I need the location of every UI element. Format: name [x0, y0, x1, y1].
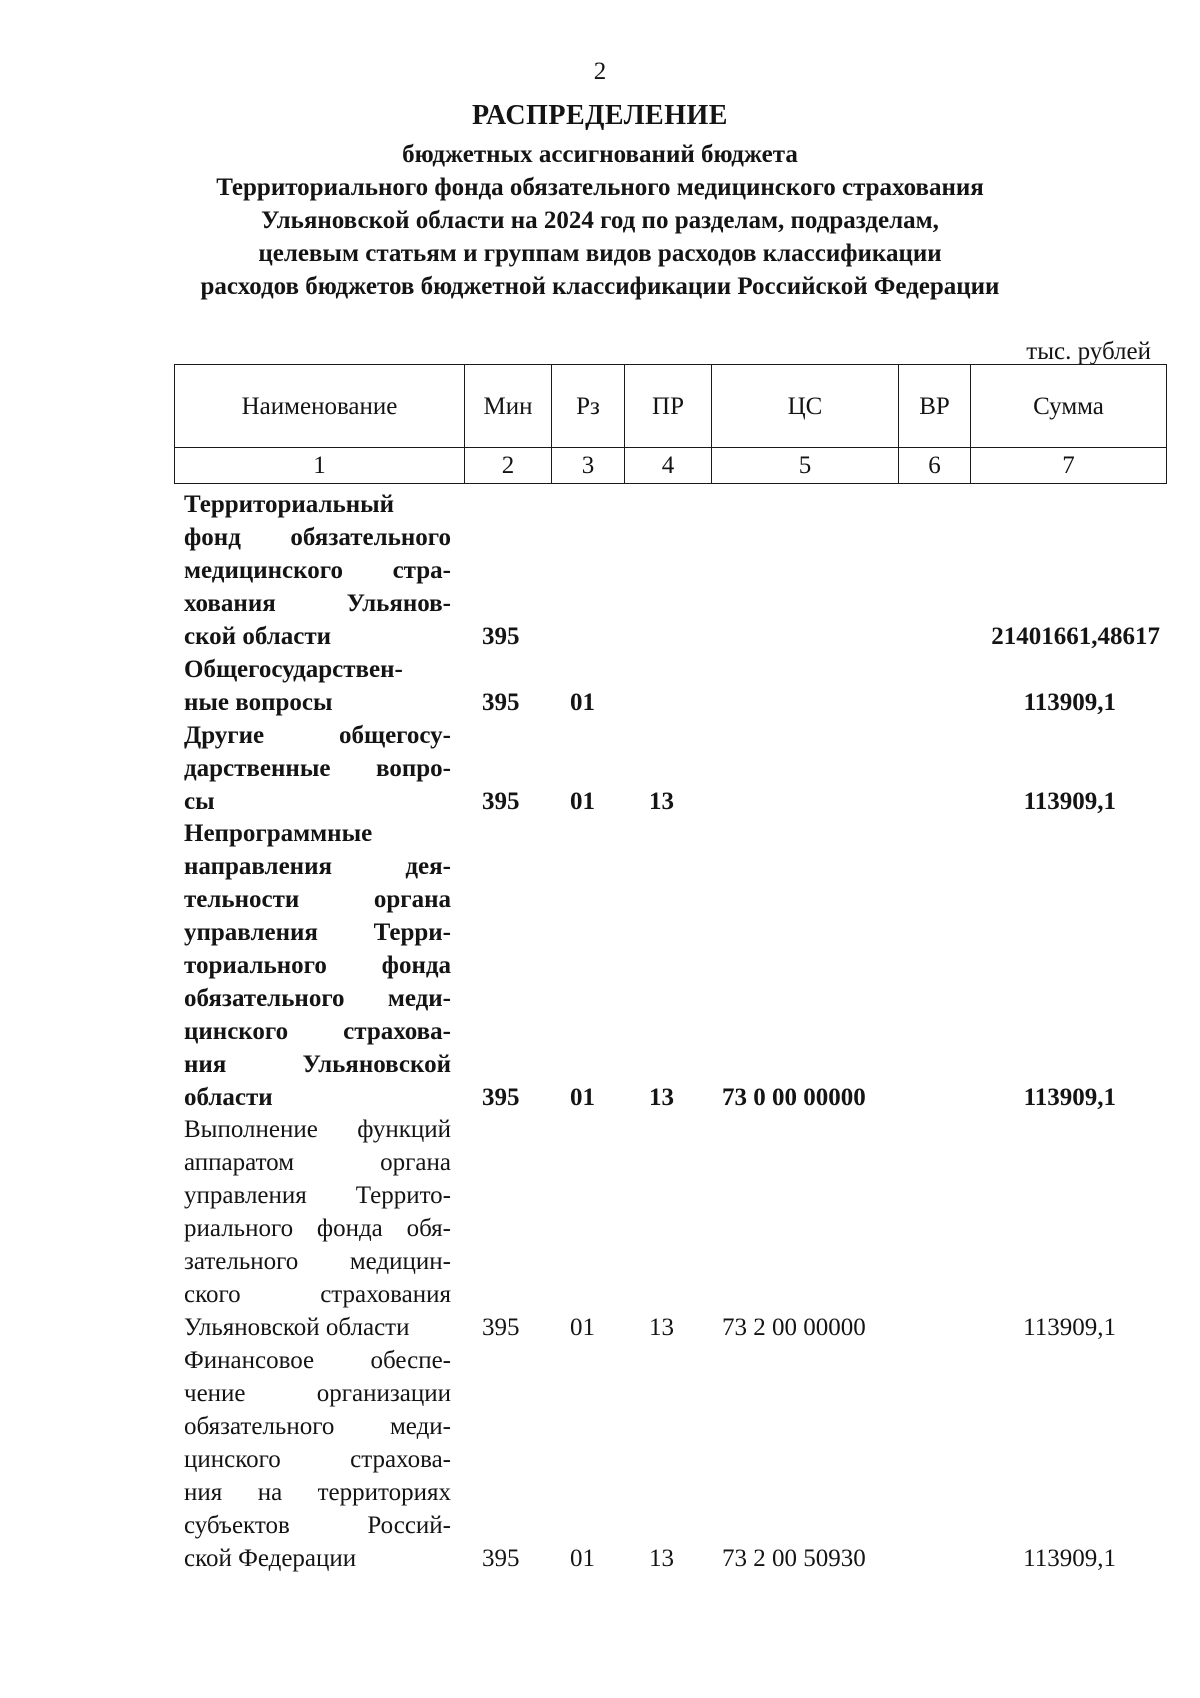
row-name	[184, 1344, 451, 1575]
cell-rz: 01	[570, 1314, 595, 1341]
header-row	[175, 365, 1167, 448]
column-number: 1	[175, 448, 465, 484]
header-min: Мин	[465, 365, 552, 448]
cell-cs: 73 2 00 50930	[722, 1545, 866, 1572]
cell-rz: 01	[570, 1084, 595, 1111]
cell-min: 395	[482, 623, 520, 650]
row-name-line: ской области	[184, 623, 332, 650]
header-pr: ПР	[625, 365, 712, 448]
column-number: 2	[465, 448, 552, 484]
cell-pr: 13	[649, 1545, 674, 1572]
row-name-line: дарственные вопро-	[184, 755, 451, 782]
cell-min: 395	[482, 1545, 520, 1572]
row-name-line: цинского страхова-	[184, 1446, 451, 1473]
cell-sum: 21401661,48617	[991, 623, 1160, 650]
row-name-line: аппаратом органа	[184, 1149, 451, 1176]
header-vr: ВР	[899, 365, 971, 448]
row-name-line: области	[184, 1084, 273, 1111]
column-number: 3	[552, 448, 625, 484]
row-name-line: Территориальный	[184, 491, 395, 518]
subtitle-line: целевым статьям и группам видов расходов классификации	[258, 240, 942, 267]
row-name-line: субъектов Россий-	[184, 1512, 451, 1539]
cell-min: 395	[482, 689, 520, 716]
column-number: 7	[971, 448, 1167, 484]
page-number: 2	[593, 58, 607, 85]
cell-sum: 113909,1	[1023, 788, 1116, 815]
row-name-line: Ульяновской области	[184, 1314, 410, 1341]
row-name	[184, 1113, 451, 1344]
row-name-line: ского страхования	[184, 1281, 451, 1308]
cell-sum: 113909,1	[1023, 1084, 1116, 1111]
row-name-line: управления Терри-	[184, 919, 451, 946]
column-number: 5	[712, 448, 899, 484]
header-cs: ЦС	[712, 365, 899, 448]
row-name-line: медицинского стра-	[184, 557, 451, 584]
row-name-line: сы	[184, 788, 215, 815]
cell-rz: 01	[570, 788, 595, 815]
row-name-line: цинского страхова-	[184, 1018, 451, 1045]
row-name-line: тельности органа	[184, 886, 451, 913]
row-name-line: чение организации	[184, 1380, 451, 1407]
header-sum: Сумма	[971, 365, 1167, 448]
cell-cs: 73 0 00 00000	[722, 1084, 866, 1111]
column-number-row	[175, 448, 1167, 484]
cell-cs: 73 2 00 00000	[722, 1314, 866, 1341]
cell-min: 395	[482, 788, 520, 815]
row-name-line: обязательного меди-	[184, 1413, 451, 1440]
row-name-line: зательного медицин-	[184, 1248, 451, 1275]
cell-rz: 01	[570, 689, 595, 716]
row-name-line: фонд обязательного	[184, 524, 451, 551]
cell-sum: 113909,1	[1023, 689, 1116, 716]
cell-min: 395	[482, 1314, 520, 1341]
subtitle-line: Ульяновской области на 2024 год по разделам, подразделам,	[261, 207, 939, 234]
units-label: тыс. рублей	[1026, 338, 1151, 365]
cell-rz: 01	[570, 1545, 595, 1572]
column-number: 6	[899, 448, 971, 484]
cell-pr: 13	[649, 1314, 674, 1341]
cell-pr: 13	[649, 788, 674, 815]
row-name	[184, 719, 451, 818]
row-name-line: Выполнение функций	[184, 1116, 451, 1143]
row-name-line: хования Ульянов-	[184, 590, 451, 617]
row-name-line: ториального фонда	[184, 952, 451, 979]
row-name	[184, 817, 451, 1114]
row-name-line: Непрограммные	[184, 820, 373, 847]
document-subtitle	[0, 138, 1200, 303]
row-name-line: ской Федерации	[184, 1545, 357, 1572]
cell-pr: 13	[649, 1084, 674, 1111]
document-title: РАСПРЕДЕЛЕНИЕ	[472, 100, 728, 131]
cell-sum: 113909,1	[1023, 1545, 1116, 1572]
row-name-line: ния Ульяновской	[184, 1051, 451, 1078]
subtitle-line: расходов бюджетов бюджетной классификации Российской Федерации	[200, 273, 1000, 300]
row-name-line: риального фонда обя-	[184, 1215, 451, 1242]
row-name-line: управления Террито-	[184, 1182, 451, 1209]
row-name	[184, 488, 451, 653]
subtitle-line: Территориального фонда обязательного медицинского страхования	[216, 174, 984, 201]
row-name	[184, 653, 451, 719]
row-name-line: обязательного меди-	[184, 985, 451, 1012]
column-number: 4	[625, 448, 712, 484]
row-name-line: Финансовое обеспе-	[184, 1347, 451, 1374]
row-name-line: ния на территориях	[184, 1479, 451, 1506]
subtitle-line: бюджетных ассигнований бюджета	[402, 141, 798, 168]
row-name-line: Общегосударствен-	[184, 656, 403, 683]
row-name-line: Другие общегосу-	[184, 722, 451, 749]
header-rz: Рз	[552, 365, 625, 448]
header-name: Наименование	[175, 365, 465, 448]
table-header	[174, 364, 1167, 484]
cell-sum: 113909,1	[1023, 1314, 1116, 1341]
cell-min: 395	[482, 1084, 520, 1111]
row-name-line: направления дея-	[184, 853, 451, 880]
row-name-line: ные вопросы	[184, 689, 333, 716]
